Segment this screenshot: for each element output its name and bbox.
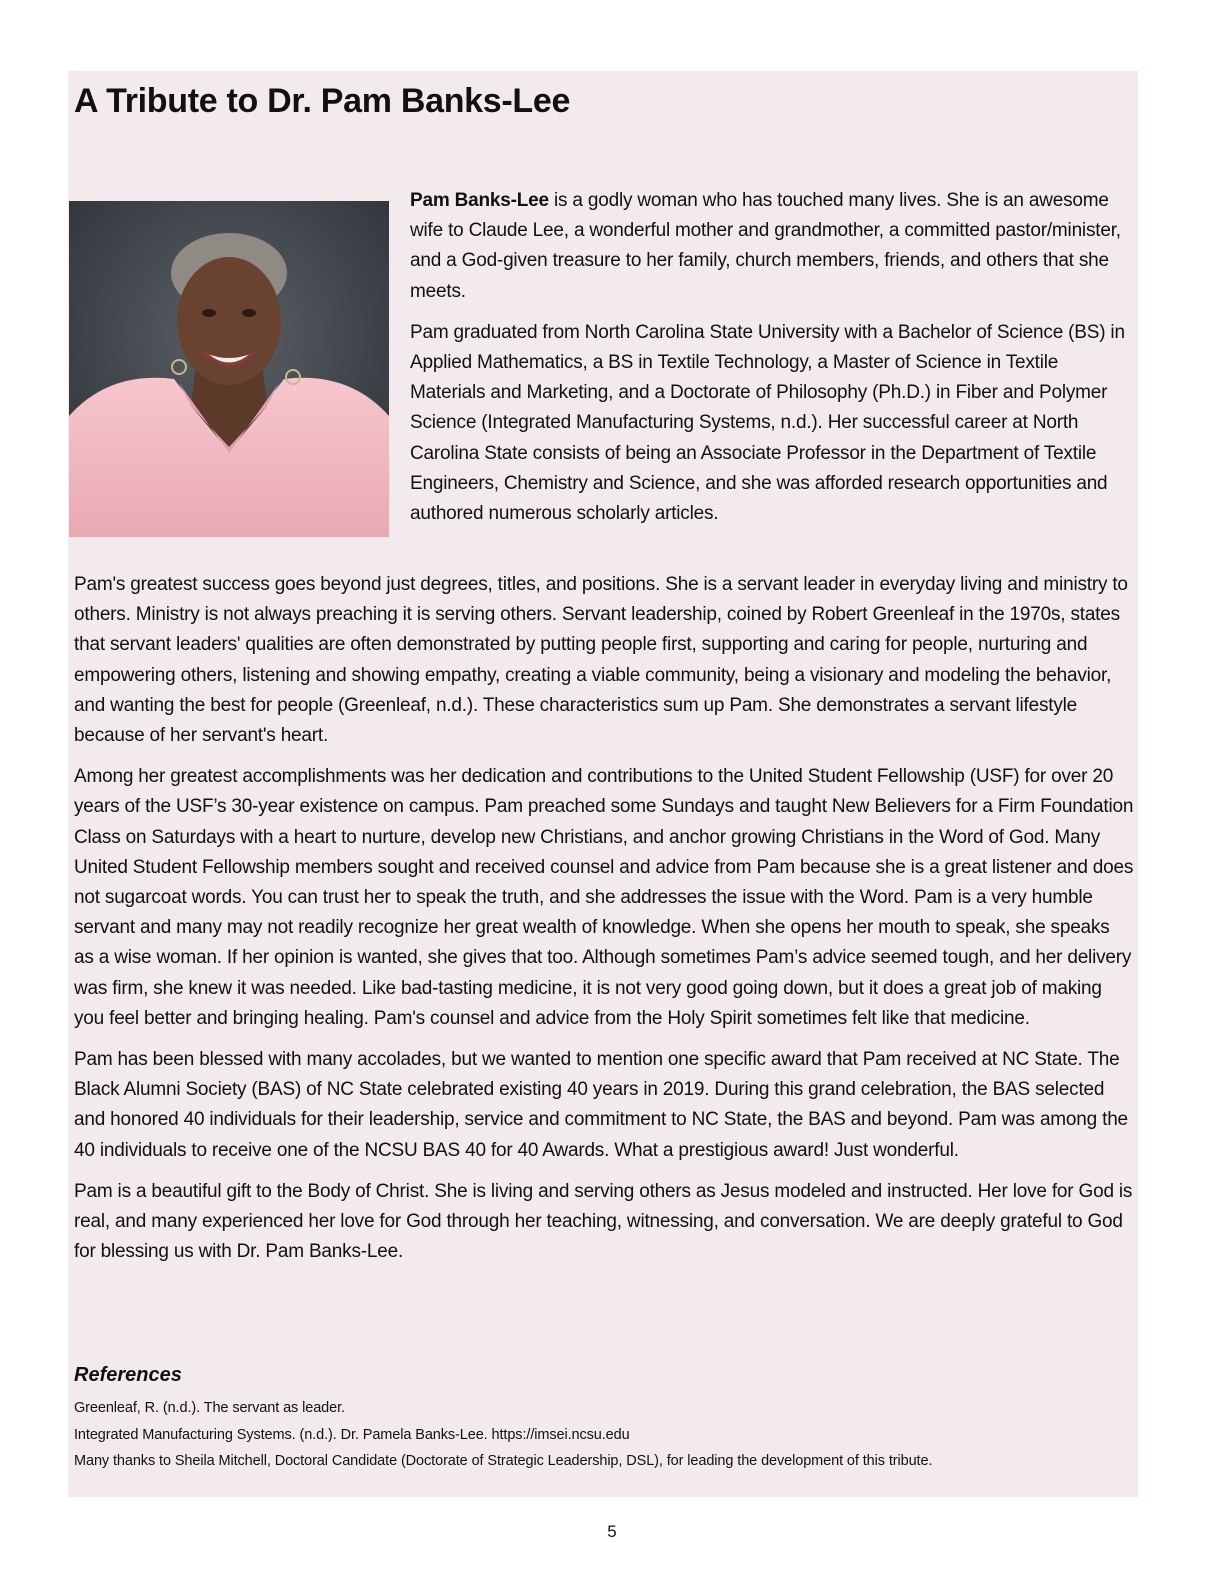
portrait-photo [69,201,389,537]
portrait-illustration [69,201,389,537]
paragraph-bas-award: Pam has been blessed with many accolades, but we wanted to mention one specific award that Pam received at NC State. The Black Alumni Society (BAS) of NC State celebrated existing 40 years in 2019. During this grand celebration, the BAS selected and honored 40 individuals for their leadership, service and commitment to NC State, the BAS and beyond. Pam was among the 40 individuals to receive one of the NCSU BAS 40 for 40 Awards. What a prestigious award! Just wonderful. [74,1049,1128,1161]
references-heading: References [74,1364,182,1386]
page-number: 5 [607,1522,617,1541]
intro-paragraph-1 [410,186,1130,307]
reference-item: Greenleaf, R. (n.d.). The servant as leader. [74,1400,345,1416]
page-title: A Tribute to Dr. Pam Banks-Lee [74,82,571,120]
body-section [74,570,1134,1278]
reference-item: Many thanks to Sheila Mitchell, Doctoral Candidate (Doctorate of Strategic Leadership, DSL), for leading the development of this tribute. [74,1453,933,1469]
lead-name: Pam Banks-Lee [410,190,549,211]
reference-item: Integrated Manufacturing Systems. (n.d.). Dr. Pamela Banks-Lee. https://imsei.ncsu.edu [74,1426,630,1443]
intro-section [410,186,1130,540]
references-section [74,1364,1134,1475]
paragraph-usf-accomplishments: Among her greatest accomplishments was her dedication and contributions to the United Student Fellowship (USF) for over 20 years of the USF’s 30-year existence on campus. Pam preached some Sundays and taught New Believers for a Firm Foundation Class on Saturdays with a heart to nurture, develop new Christians, and anchor growing Christians in the Word of God. Many United Student Fellowship members sought and received counsel and advice from Pam because she is a great listener and does not sugarcoat words. You can trust her to speak the truth, and she addresses the issue with the Word. Pam is a very humble servant and many may not readily recognize her great wealth of knowledge. When she opens her mouth to speak, she speaks as a wise woman. If her opinion is wanted, she gives that too. Although sometimes Pam’s advice seemed tough, and her delivery was firm, she knew it was needed. Like bad-tasting medicine, it is not very good going down, but it does a great job of making you feel better and bringing healing. Pam's counsel and advice from the Holy Spirit sometimes felt like that medicine. [74,766,1134,1029]
paragraph-closing: Pam is a beautiful gift to the Body of Christ. She is living and serving others as Jesus modeled and instructed. Her love for God is real, and many experienced her love for God through her teaching, witnessing, and conversation. We are deeply grateful to God for blessing us with Dr. Pam Banks-Lee. [74,1180,1133,1263]
intro-paragraph-1-text: is a godly woman who has touched many lives. She is an awesome wife to Claude Lee, a wonderful mother and grandmother, a committed pastor/minister, and a God-given treasure to her family, church members, friends, and others that she meets. [410,190,1121,302]
intro-paragraph-2: Pam graduated from North Carolina State University with a Bachelor of Science (BS) in Applied Mathematics, a BS in Textile Technology, a Master of Science in Textile Materials and Marketing, and a Doctorate of Philosophy (Ph.D.) in Fiber and Polymer Science (Integrated Manufacturing Systems, n.d.). Her successful career at North Carolina State consists of being an Associate Professor in the Department of Textile Engineers, Chemistry and Science, and she was afforded research opportunities and authored numerous scholarly articles. [410,321,1125,525]
paragraph-servant-leadership: Pam's greatest success goes beyond just degrees, titles, and positions. She is a servant leader in everyday living and ministry to others. Ministry is not always preaching it is serving others. Servant leadership, coined by Robert Greenleaf in the 1970s, states that servant leaders' qualities are often demonstrated by putting people first, supporting and caring for people, nurturing and empowering others, listening and showing empathy, creating a viable community, being a visionary and modeling the behavior, and wanting the best for people (Greenleaf, n.d.). These characteristics sum up Pam. She demonstrates a servant lifestyle because of her servant's heart. [74,574,1128,747]
